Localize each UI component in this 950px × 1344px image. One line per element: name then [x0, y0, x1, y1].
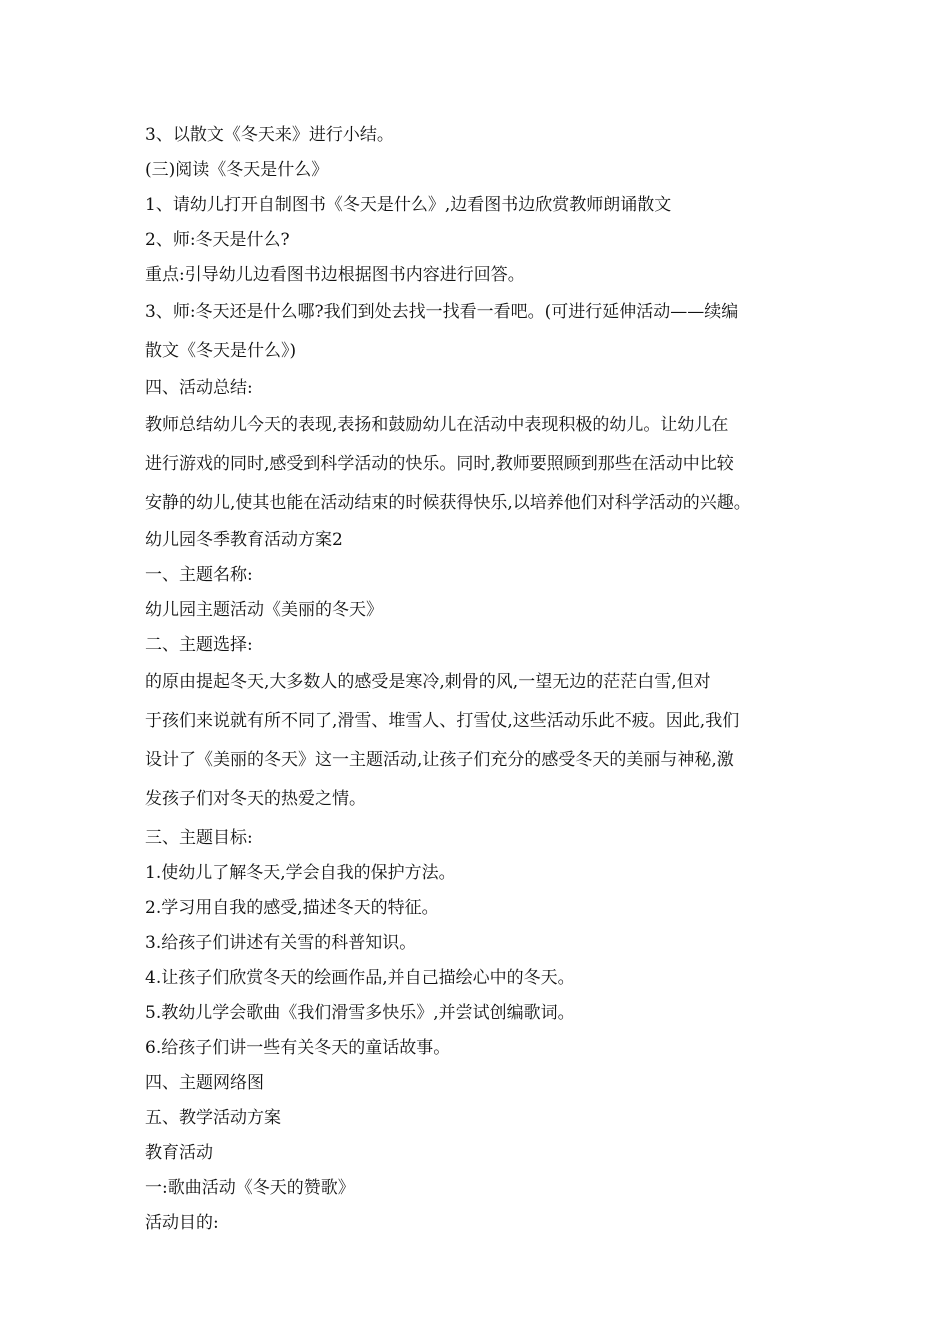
paragraph-line: 的原由提起冬天,大多数人的感受是寒冷,刺骨的风,一望无边的茫茫白雪,但对: [145, 672, 711, 692]
paragraph-line: 设计了《美丽的冬天》这一主题活动,让孩子们充分的感受冬天的美丽与神秘,激: [145, 750, 734, 770]
paragraph-line: 散文《冬天是什么》): [145, 341, 297, 361]
theme-choice-paragraph: [145, 663, 825, 821]
text-line: 2、师:冬天是什么?: [145, 230, 290, 250]
section-heading: 五、教学活动方案: [145, 1108, 281, 1128]
section-heading: 二、主题选择:: [145, 635, 253, 655]
paragraph-line: 于孩们来说就有所不同了,滑雪、堆雪人、打雪仗,这些活动乐此不疲。因此,我们: [145, 711, 740, 731]
paragraph-line: 发孩子们对冬天的热爱之情。: [145, 789, 366, 809]
document-title: 幼儿园冬季教育活动方案2: [145, 530, 343, 550]
paragraph-line: 安静的幼儿,使其也能在活动结束的时候获得快乐,以培养他们对科学活动的兴趣。: [145, 493, 751, 513]
section-heading: 四、主题网络图: [145, 1073, 264, 1093]
text-line: 一:歌曲活动《冬天的赞歌》: [145, 1178, 355, 1198]
paragraph: [145, 293, 825, 371]
text-line: 教育活动: [145, 1143, 213, 1163]
goal-item: 4.让孩子们欣赏冬天的绘画作品,并自己描绘心中的冬天。: [145, 968, 575, 988]
text-line: 幼儿园主题活动《美丽的冬天》: [145, 600, 383, 620]
text-line: 3、以散文《冬天来》进行小结。: [145, 125, 394, 145]
section-heading: 四、活动总结:: [145, 378, 253, 398]
section-heading: 一、主题名称:: [145, 565, 253, 585]
paragraph-line: 3、师:冬天还是什么哪?我们到处去找一找看一看吧。(可进行延伸活动——续编: [145, 302, 739, 322]
goal-item: 3.给孩子们讲述有关雪的科普知识。: [145, 933, 417, 953]
paragraph-line: 教师总结幼儿今天的表现,表扬和鼓励幼儿在活动中表现积极的幼儿。让幼儿在: [145, 415, 729, 435]
document-body: [145, 118, 825, 1241]
text-line: 1、请幼儿打开自制图书《冬天是什么》,边看图书边欣赏教师朗诵散文: [145, 195, 672, 215]
text-line: 重点:引导幼儿边看图书边根据图书内容进行回答。: [145, 265, 525, 285]
paragraph-line: 进行游戏的同时,感受到科学活动的快乐。同时,教师要照顾到那些在活动中比较: [145, 454, 734, 474]
goal-item: 1.使幼儿了解冬天,学会自我的保护方法。: [145, 863, 456, 883]
summary-paragraph: [145, 406, 825, 523]
goal-item: 6.给孩子们讲一些有关冬天的童话故事。: [145, 1038, 451, 1058]
section-heading: 三、主题目标:: [145, 828, 253, 848]
section-heading: (三)阅读《冬天是什么》: [145, 160, 329, 180]
goal-item: 2.学习用自我的感受,描述冬天的特征。: [145, 898, 439, 918]
goal-item: 5.教幼儿学会歌曲《我们滑雪多快乐》,并尝试创编歌词。: [145, 1003, 575, 1023]
text-line: 活动目的:: [145, 1213, 219, 1233]
